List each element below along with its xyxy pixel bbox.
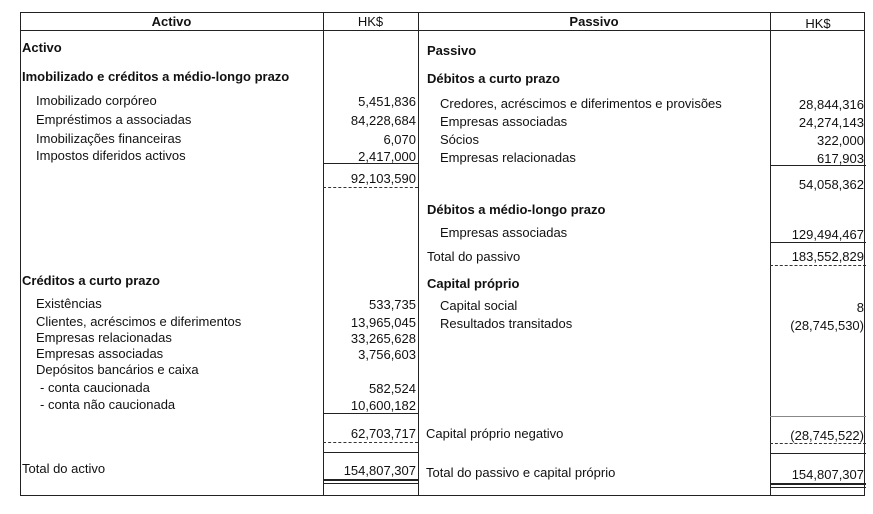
line-item-value: 13,965,045 xyxy=(350,315,416,330)
line-item-label: Imobilizações financeiras xyxy=(36,131,182,146)
grand-total-label: Total do passivo e capital próprio xyxy=(426,465,616,480)
line-item-value: 84,228,684 xyxy=(350,113,416,128)
line-item-label: Empresas associadas xyxy=(36,346,164,361)
header-divider xyxy=(20,30,865,31)
header-assets: Activo xyxy=(151,14,192,29)
line-item-label: Empresas relacionadas xyxy=(36,330,172,345)
line-item-label: Credores, acréscimos e diferimentos e provisões xyxy=(440,96,722,111)
fixed-assets-subtotal: 92,103,590 xyxy=(350,171,416,186)
line-item-label: Clientes, acréscimos e diferimentos xyxy=(36,314,242,329)
column-divider xyxy=(418,12,419,496)
line-item-value: 24,274,143 xyxy=(798,115,864,130)
line-item-value: 33,265,628 xyxy=(350,331,416,346)
column-divider xyxy=(323,12,324,496)
line-item-value: 3,756,603 xyxy=(358,347,416,362)
total-line xyxy=(323,452,418,453)
line-item-label: - conta não caucionada xyxy=(40,397,176,412)
subtotal-dashed-line xyxy=(770,265,866,266)
double-underline xyxy=(323,479,418,481)
line-item-value: 533,735 xyxy=(369,297,416,312)
line-item-value: 5,451,836 xyxy=(358,94,416,109)
line-item-value: 322,000 xyxy=(817,133,864,148)
double-underline xyxy=(770,483,866,485)
negative-equity-label: Capital próprio negativo xyxy=(426,426,564,441)
subtotal-line xyxy=(323,163,418,164)
total-assets-label: Total do activo xyxy=(22,461,106,476)
subtotal-line xyxy=(770,165,866,166)
short-term-subtotal: 54,058,362 xyxy=(798,177,864,192)
line-item-label: Imobilizado corpóreo xyxy=(36,93,157,108)
line-item-label: Sócios xyxy=(440,132,480,147)
subtotal-line xyxy=(770,242,866,243)
grand-total-value: 154,807,307 xyxy=(791,467,864,482)
subtotal-dashed-line xyxy=(323,442,418,443)
total-liabilities-label: Total do passivo xyxy=(427,249,521,264)
assets-title: Activo xyxy=(22,40,62,55)
current-assets-subtotal: 62,703,717 xyxy=(350,426,416,441)
liabilities-title: Passivo xyxy=(427,43,477,58)
subtotal-line xyxy=(770,416,866,417)
current-assets-title: Créditos a curto prazo xyxy=(22,273,160,288)
subtotal-dashed-line xyxy=(323,187,418,188)
equity-title: Capital próprio xyxy=(427,276,520,291)
total-assets-value: 154,807,307 xyxy=(343,463,416,478)
line-item-label: Empresas relacionadas xyxy=(440,150,576,165)
line-item-value: 2,417,000 xyxy=(358,149,416,164)
line-item-value: (28,745,530) xyxy=(790,318,864,333)
line-item-value: 10,600,182 xyxy=(350,398,416,413)
header-currency-right: HK$ xyxy=(805,16,831,31)
line-item-value: 8 xyxy=(856,300,864,315)
double-underline xyxy=(323,483,418,484)
line-item-label: Depósitos bancários e caixa xyxy=(36,362,199,377)
line-item-value: 129,494,467 xyxy=(791,227,864,242)
total-liabilities-value: 183,552,829 xyxy=(791,249,864,264)
negative-equity-value: (28,745,522) xyxy=(790,428,864,443)
total-line xyxy=(770,453,866,454)
line-item-label: Impostos diferidos activos xyxy=(36,148,186,163)
line-item-label: Empréstimos a associadas xyxy=(36,112,192,127)
header-currency-left: HK$ xyxy=(357,14,384,29)
line-item-label: Resultados transitados xyxy=(440,316,573,331)
short-term-title: Débitos a curto prazo xyxy=(427,71,560,86)
fixed-assets-title: Imobilizado e créditos a médio-longo prazo xyxy=(22,69,290,84)
line-item-value: 28,844,316 xyxy=(798,97,864,112)
long-term-title: Débitos a médio-longo prazo xyxy=(427,202,606,217)
line-item-label: Empresas associadas xyxy=(440,225,568,240)
line-item-value: 617,903 xyxy=(817,151,864,166)
line-item-label: Empresas associadas xyxy=(440,114,568,129)
line-item-label: - conta caucionada xyxy=(40,380,150,395)
line-item-label: Capital social xyxy=(440,298,518,313)
double-underline xyxy=(770,487,866,488)
line-item-value: 6,070 xyxy=(383,132,416,147)
line-item-value: 582,524 xyxy=(369,381,416,396)
header-liabilities: Passivo xyxy=(569,14,619,29)
line-item-label: Existências xyxy=(36,296,102,311)
subtotal-line xyxy=(323,413,418,414)
subtotal-dashed-line xyxy=(770,443,866,444)
